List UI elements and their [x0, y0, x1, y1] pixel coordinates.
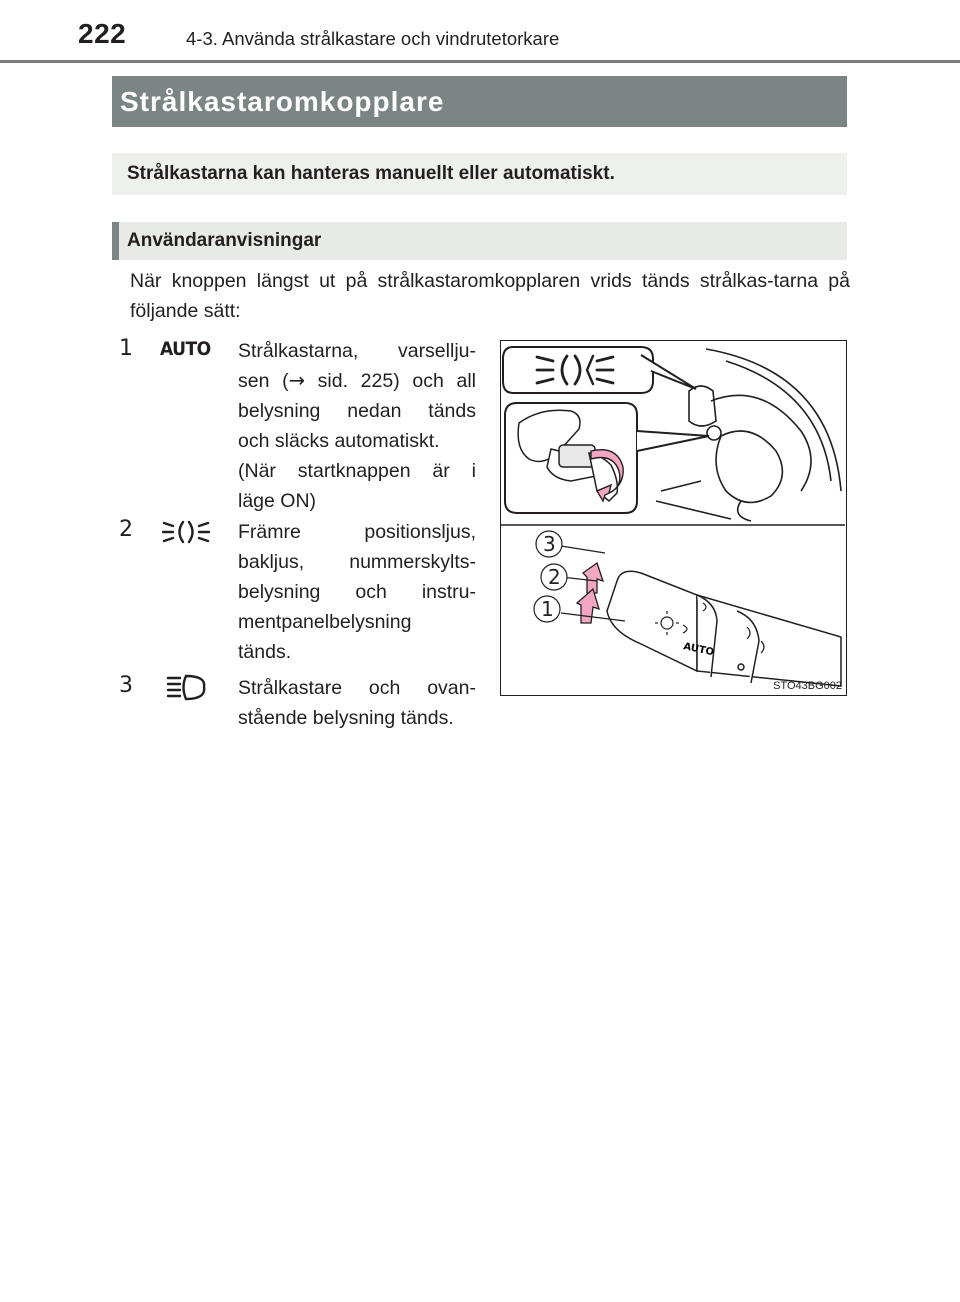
- item-3-text: [238, 673, 476, 733]
- stalk-drawing: [607, 571, 841, 686]
- item-line: tänds.: [238, 641, 292, 663]
- headlight-switch-figure: [500, 340, 847, 696]
- item-line: Främre positionsljus,: [238, 521, 476, 543]
- item-line: bakljus, nummerskylts-: [238, 551, 476, 573]
- item-line: Strålkastarna, varsellju-: [238, 340, 476, 362]
- position-lights-icon: [162, 518, 210, 546]
- intro-text: [130, 266, 850, 326]
- page-title: Strålkastaromkopplare: [112, 76, 847, 127]
- item-line: mentpanelbelysning: [238, 611, 412, 633]
- headlight-switch-illustration: [501, 341, 845, 694]
- item-2-number: 2: [119, 517, 133, 542]
- item-2-text: [238, 517, 476, 667]
- figure-code: STO43BG002: [773, 680, 842, 692]
- item-line: sen (→ sid. 225) och all: [238, 369, 477, 392]
- stalk-auto-label: AUTO: [682, 641, 715, 659]
- item-3-number: 3: [119, 673, 133, 698]
- arrow-right-icon: →: [288, 369, 305, 392]
- intro-line: När knoppen längst ut på strålkastaromkopplaren vrids tänds strålkas-tarna på följande sätt:: [130, 270, 850, 322]
- page-number: 222: [78, 18, 127, 49]
- item-1-text: [238, 336, 476, 516]
- item-line: och släcks automatiskt.: [238, 430, 440, 452]
- callout-1: 1: [541, 597, 554, 621]
- item-line: läge ON): [238, 490, 317, 512]
- running-header: 4-3. Använda strålkastare och vindrutetorkare: [186, 28, 560, 49]
- section-heading: Användaranvisningar: [112, 222, 847, 260]
- item-line: (När startknappen är i: [238, 460, 476, 482]
- item-line: Strålkastare och ovan-: [238, 677, 476, 699]
- auto-symbol: AUTO: [160, 338, 211, 360]
- summary-box: Strålkastarna kan hanteras manuellt eller automatiskt.: [112, 153, 847, 195]
- item-line: belysning och instru-: [238, 581, 476, 603]
- figure-callouts: [534, 531, 567, 622]
- item-1-number: 1: [119, 336, 133, 361]
- header-rule: [0, 60, 960, 63]
- headlight-icon: [166, 673, 206, 703]
- item-line: stående belysning tänds.: [238, 707, 454, 729]
- callout-3: 3: [543, 532, 556, 556]
- callout-2: 2: [548, 565, 561, 589]
- item-line: belysning nedan tänds: [238, 400, 476, 422]
